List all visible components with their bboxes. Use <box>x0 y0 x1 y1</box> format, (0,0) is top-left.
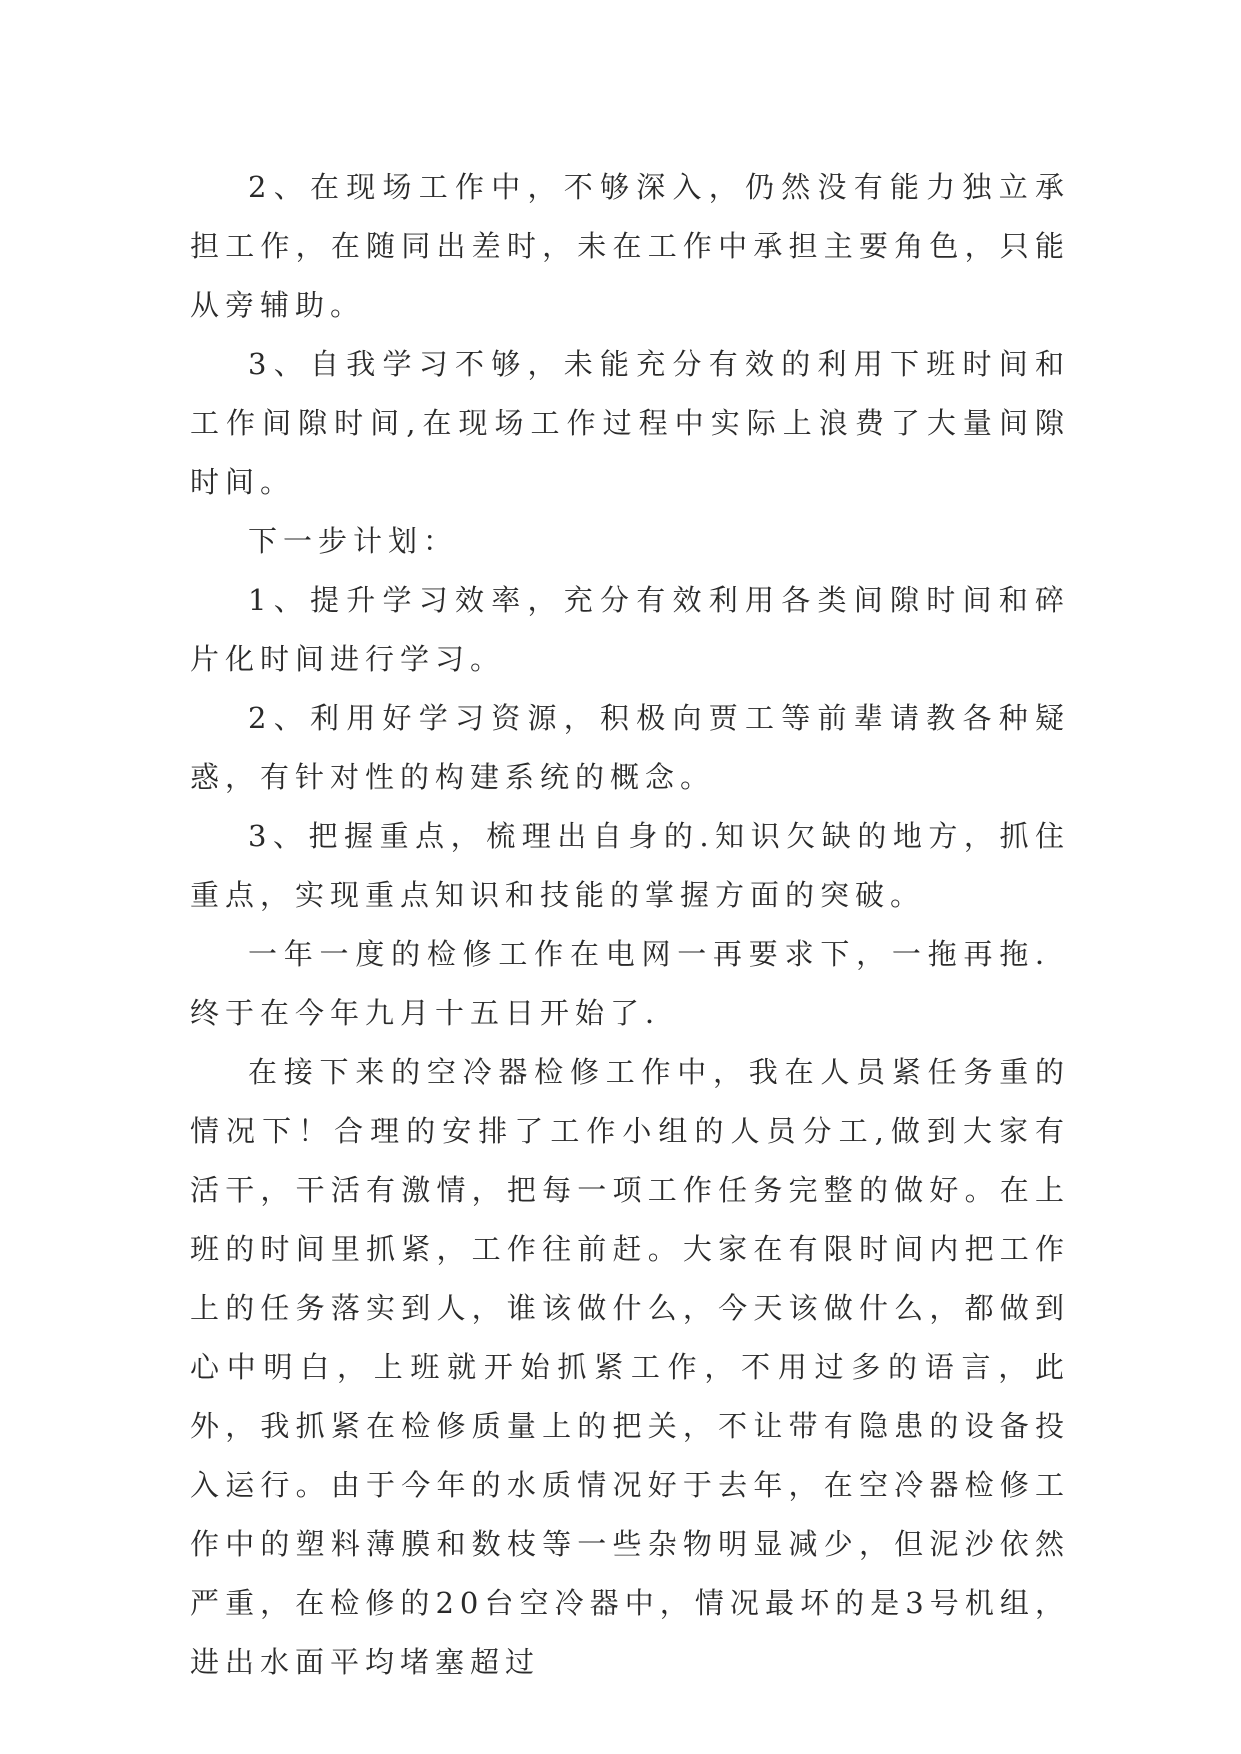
document-body <box>190 158 1070 1692</box>
paragraph-issue-2: 2、在现场工作中，不够深入，仍然没有能力独立承担工作，在随同出差时，未在工作中承担主要角色，只能从旁辅助。 <box>190 170 1070 322</box>
next-step-heading: 下一步计划： <box>248 524 459 558</box>
paragraph-maintenance-detail: 在接下来的空冷器检修工作中，我在人员紧任务重的情况下！合理的安排了工作小组的人员分工,做到大家有活干，干活有激情，把每一项工作任务完整的做好。在上班的时间里抓紧，工作往前赶。大家在有限时间内把工作上的任务落实到人，谁该做什么，今天该做什么，都做到心中明白，上班就开始抓紧工作，不用过多的语言，此外，我抓紧在检修质量上的把关，不让带有隐患的设备投入运行。由于今年的水质情况好于去年，在空冷器检修工作中的塑料薄膜和数枝等一些杂物明显减少，但泥沙依然严重，在检修的20台空冷器中，情况最坏的是3号机组，进出水面平均堵塞超过 <box>190 1055 1070 1679</box>
paragraph-plan-3: 3、把握重点，梳理出自身的.知识欠缺的地方，抓住重点，实现重点知识和技能的掌握方面的突破。 <box>190 819 1070 912</box>
paragraph-issue-3: 3、自我学习不够，未能充分有效的利用下班时间和工作间隙时间,在现场工作过程中实际上浪费了大量间隙时间。 <box>190 347 1070 499</box>
paragraph-plan-2: 2、利用好学习资源，积极向贾工等前辈请教各种疑惑，有针对性的构建系统的概念。 <box>190 701 1070 794</box>
paragraph-maintenance-intro: 一年一度的检修工作在电网一再要求下，一拖再拖．终于在今年九月十五日开始了． <box>190 937 1070 1030</box>
paragraph-plan-1: 1、提升学习效率，充分有效利用各类间隙时间和碎片化时间进行学习。 <box>190 583 1070 676</box>
